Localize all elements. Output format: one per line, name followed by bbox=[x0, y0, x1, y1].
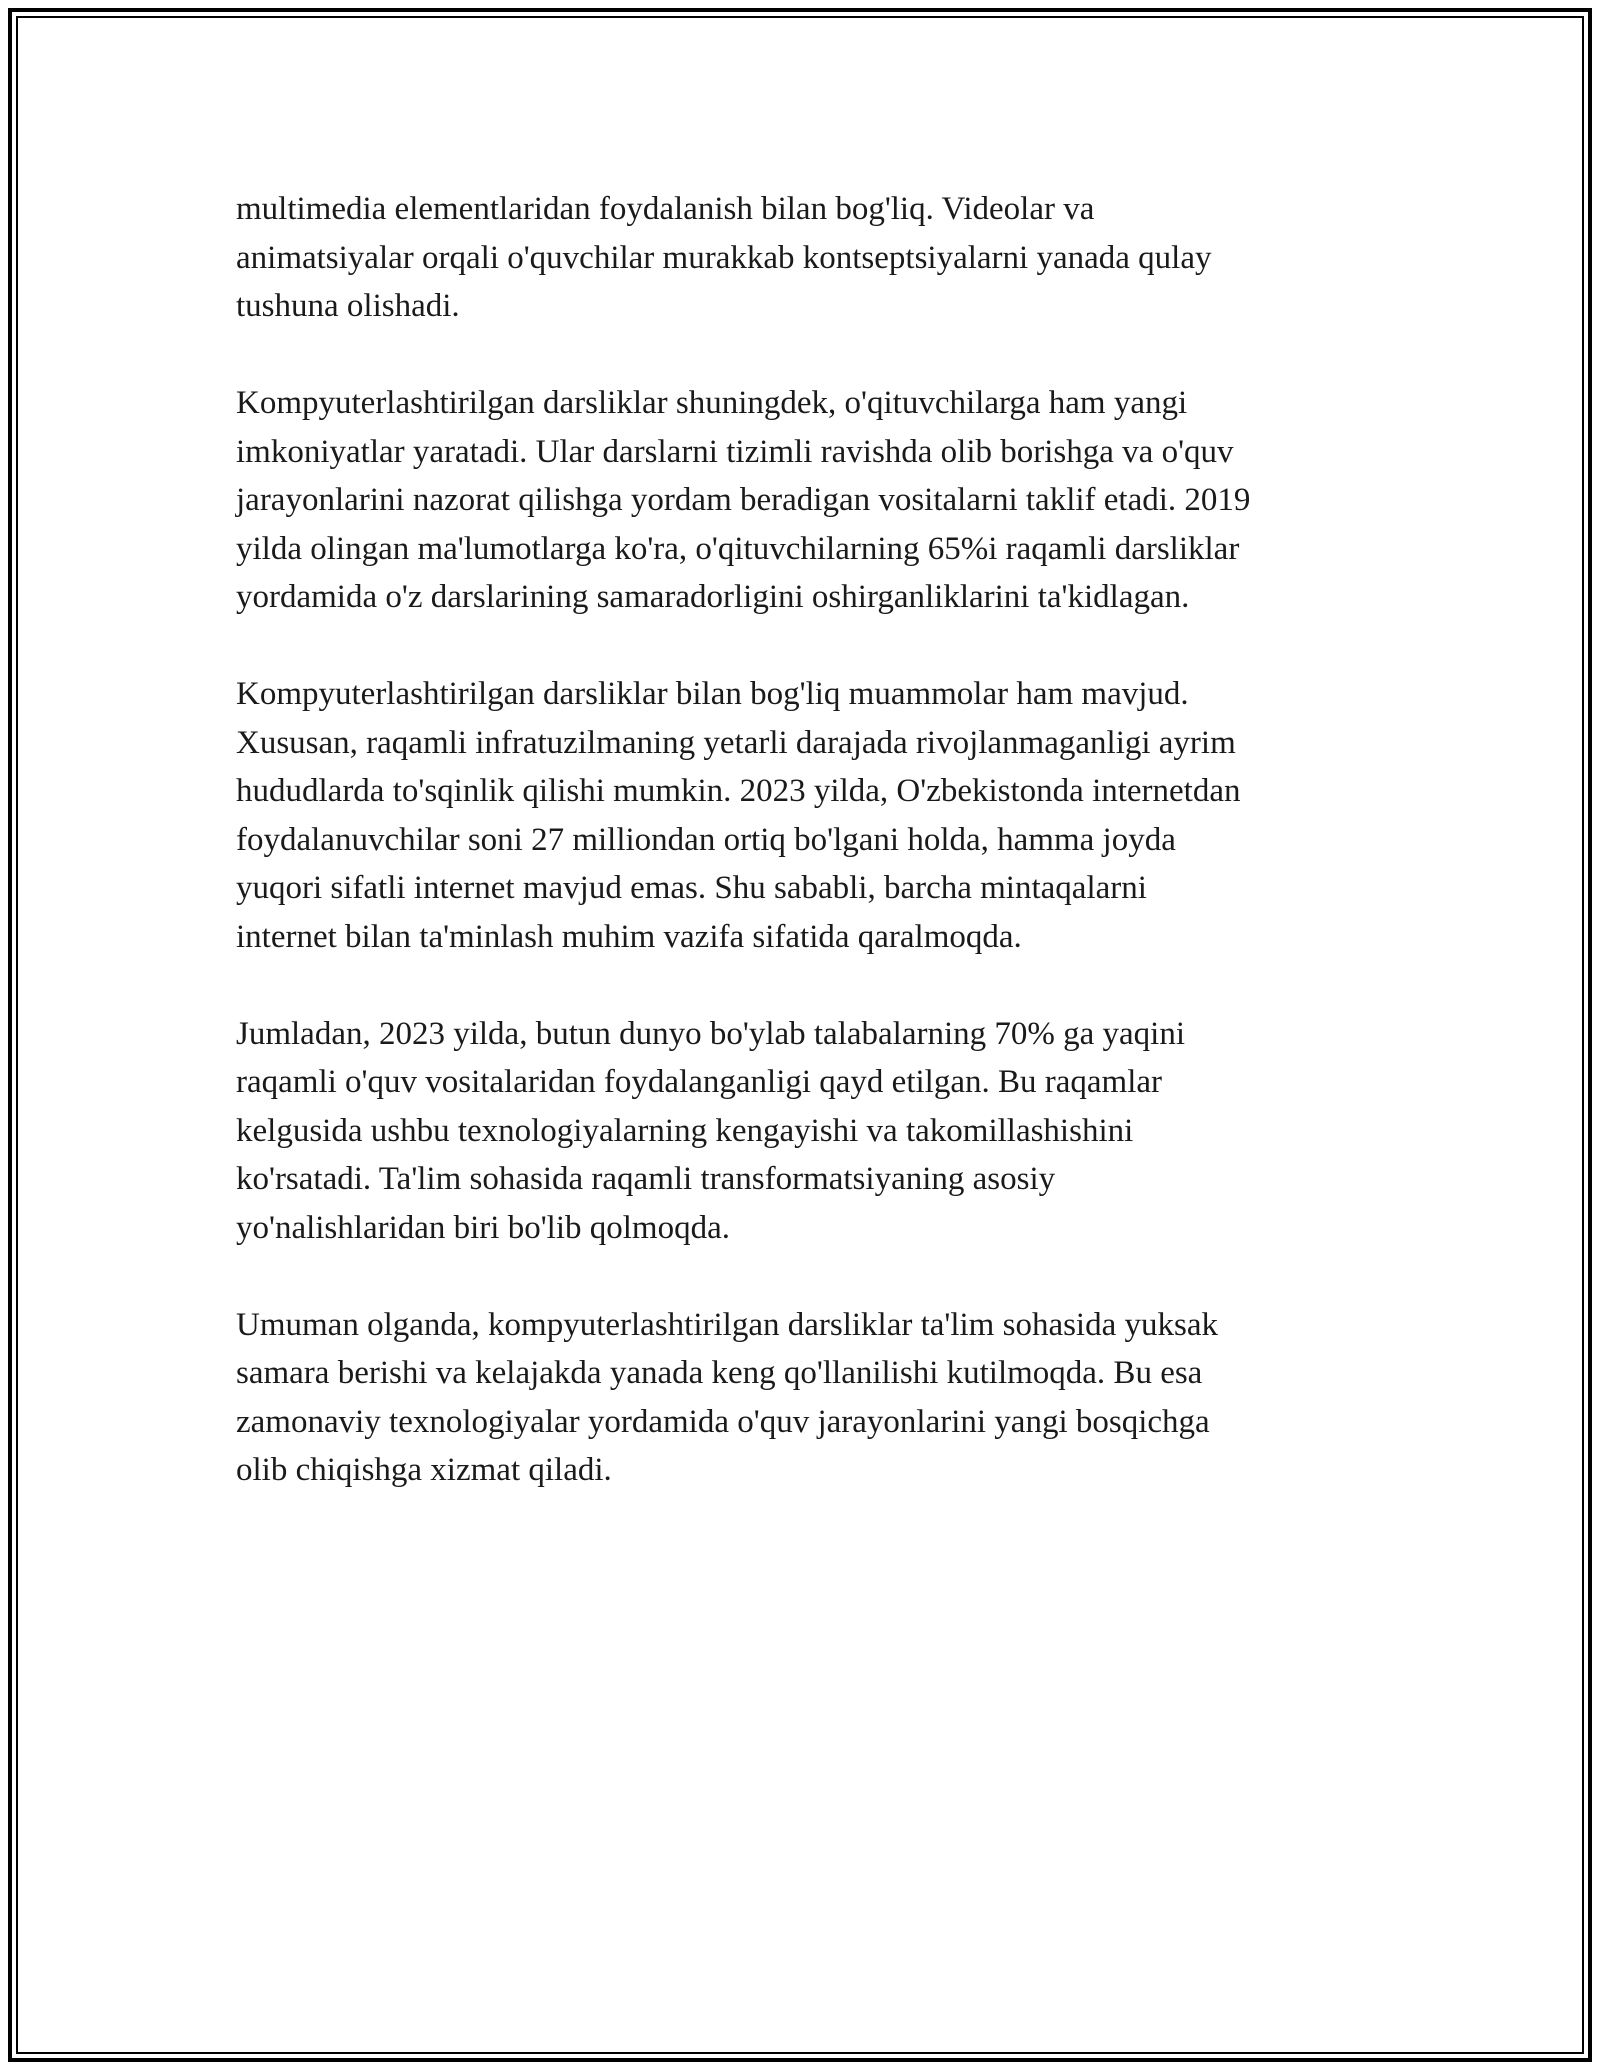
text-line: tushuna olishadi. bbox=[236, 288, 460, 324]
document-body bbox=[236, 185, 1376, 1543]
paragraph-3 bbox=[236, 670, 1376, 961]
text-line: kelgusida ushbu texnologiyalarning kengayishi va takomillashishini bbox=[236, 1112, 1134, 1149]
text-line: multimedia elementlaridan foydalanish bilan bog'liq. Videolar va bbox=[236, 191, 1095, 227]
text-line: yilda olingan ma'lumotlarga ko'ra, o'qituvchilarning 65%i raqamli darsliklar bbox=[236, 530, 1240, 567]
text-line: olib chiqishga xizmat qiladi. bbox=[236, 1452, 612, 1488]
text-line: zamonaviy texnologiyalar yordamida o'quv jarayonlarini yangi bosqichga bbox=[236, 1403, 1210, 1440]
text-line: jarayonlarini nazorat qilishga yordam beradigan vositalarni taklif etadi. 2019 bbox=[236, 482, 1251, 518]
text-line: yordamida o'z darslarining samaradorligini oshirganliklarini ta'kidlagan. bbox=[236, 579, 1190, 615]
text-line: raqamli o'quv vositalaridan foydalanganligi qayd etilgan. Bu raqamlar bbox=[236, 1064, 1162, 1100]
text-line: imkoniyatlar yaratadi. Ular darslarni tizimli ravishda olib borishga va o'quv bbox=[236, 433, 1234, 470]
text-line: hududlarda to'sqinlik qilishi mumkin. 2023 yilda, O'zbekistonda internetdan bbox=[236, 773, 1241, 809]
text-line: animatsiyalar orqali o'quvchilar murakkab kontseptsiyalarni yanada qulay bbox=[236, 239, 1212, 276]
text-line: ko'rsatadi. Ta'lim sohasida raqamli transformatsiyaning asosiy bbox=[236, 1161, 1056, 1197]
text-line: Jumladan, 2023 yilda, butun dunyo bo'ylab talabalarning 70% ga yaqini bbox=[236, 1015, 1186, 1052]
paragraph-5 bbox=[236, 1301, 1376, 1495]
text-line: Kompyuterlashtirilgan darsliklar shuningdek, o'qituvchilarga ham yangi bbox=[236, 385, 1188, 421]
paragraph-1 bbox=[236, 185, 1376, 331]
paragraph-4 bbox=[236, 1010, 1376, 1253]
text-line: internet bilan ta'minlash muhim vazifa sifatida qaralmoqda. bbox=[236, 918, 1022, 955]
text-line: Kompyuterlashtirilgan darsliklar bilan bog'liq muammolar ham mavjud. bbox=[236, 676, 1189, 712]
text-line: samara berishi va kelajakda yanada keng qo'llanilishi kutilmoqda. Bu esa bbox=[236, 1355, 1203, 1391]
text-line: Xususan, raqamli infratuzilmaning yetarli darajada rivojlanmaganligi ayrim bbox=[236, 724, 1236, 761]
text-line: foydalanuvchilar soni 27 milliondan ortiq bo'lgani holda, hamma joyda bbox=[236, 821, 1176, 858]
text-line: yuqori sifatli internet mavjud emas. Shu sababli, barcha mintaqalarni bbox=[236, 870, 1147, 906]
paragraph-2 bbox=[236, 379, 1376, 622]
text-line: yo'nalishlaridan biri bo'lib qolmoqda. bbox=[236, 1209, 730, 1246]
text-line: Umuman olganda, kompyuterlashtirilgan darsliklar ta'lim sohasida yuksak bbox=[236, 1306, 1218, 1343]
